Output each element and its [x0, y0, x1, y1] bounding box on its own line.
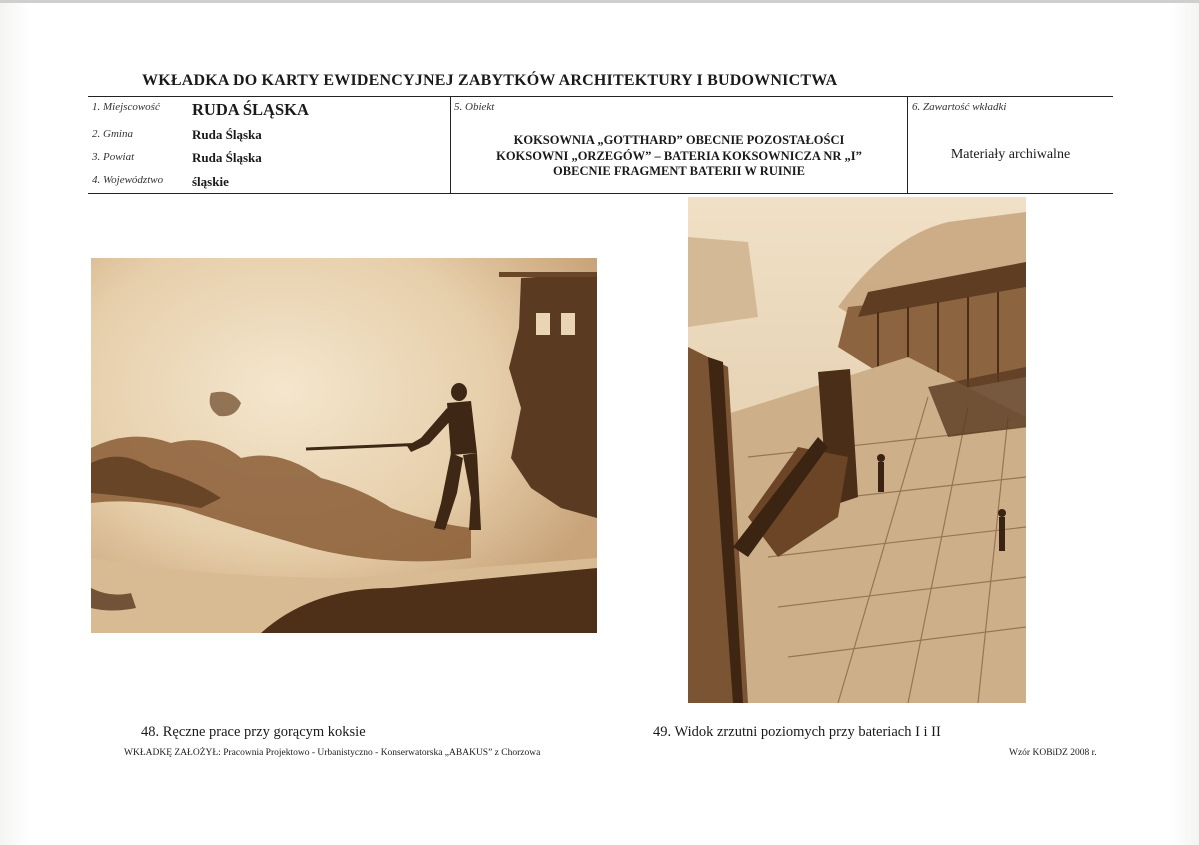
wojewodztwo-value: śląskie [192, 174, 229, 189]
document-title: WKŁADKA DO KARTY EWIDENCYJNEJ ZABYTKÓW ARCHITEKTURY I BUDOWNICTWA [142, 72, 838, 89]
obiekt-description [451, 133, 907, 180]
column-divider [907, 97, 908, 193]
gmina-value: Ruda Śląska [192, 127, 262, 142]
header-table [88, 96, 1113, 194]
miejscowosc-value: RUDA ŚLĄSKA [192, 100, 309, 119]
obiekt-line: OBECNIE FRAGMENT BATERII W RUINIE [553, 164, 805, 178]
caption-photo-48: 48. Ręczne prace przy gorącym koksie [141, 724, 366, 740]
caption-photo-49: 49. Widok zrzutni poziomych przy bateriach I i II [653, 724, 941, 740]
powiat-value: Ruda Śląska [192, 150, 262, 165]
obiekt-line: KOKSOWNIA „GOTTHARD” OBECNIE POZOSTAŁOŚCI [513, 133, 845, 147]
zawartosc-value: Materiały archiwalne [950, 147, 1071, 162]
photo-49-coke-wharf-view [688, 197, 1026, 703]
miejscowosc-label: 1. Miejscowość [92, 101, 160, 113]
obiekt-line: KOKSOWNI „ORZEGÓW” – BATERIA KOKSOWNICZA NR „I” [496, 148, 862, 163]
powiat-label: 3. Powiat [92, 151, 135, 163]
obiekt-label: 5. Obiekt [454, 101, 495, 113]
footer-template-version: Wzór KOBiDZ 2008 r. [1009, 748, 1097, 758]
photo-48-manual-coke-work [91, 258, 597, 633]
scan-edge [0, 0, 1199, 3]
zawartosc-label: 6. Zawartość wkładki [912, 101, 1007, 113]
footer-author: WKŁADKĘ ZAŁOŻYŁ: Pracownia Projektowo - Urbanistyczno - Konserwatorska „ABAKUS” z Chorzowa [124, 748, 541, 758]
gmina-label: 2. Gmina [92, 128, 133, 140]
wojewodztwo-label: 4. Województwo [92, 174, 164, 186]
